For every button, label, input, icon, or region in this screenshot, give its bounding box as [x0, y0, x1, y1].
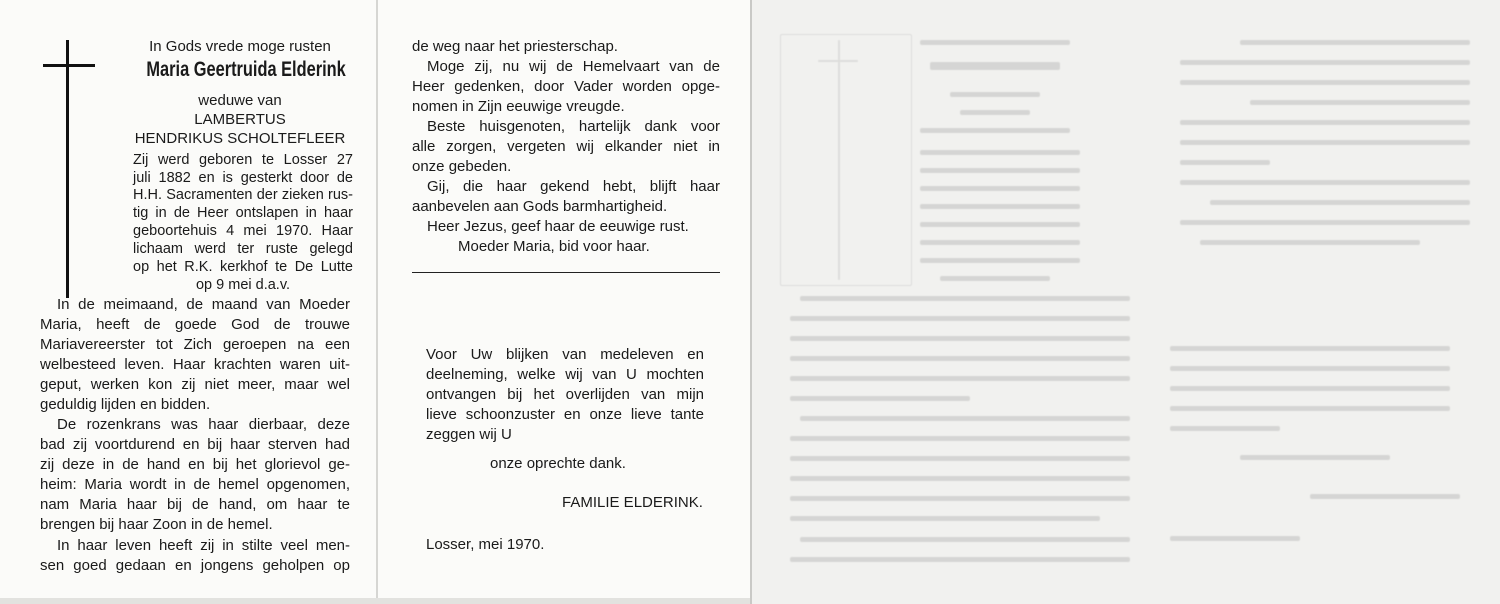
husband-first-names: LAMBERTUS: [194, 111, 286, 128]
prayer-line: onze gebeden.: [412, 158, 512, 175]
story-line: Maria, heeft de goede God de trouwe: [40, 316, 350, 333]
story-line: sen goed gedaan en jongens geholpen op: [40, 557, 350, 574]
story-line: Mariavereerster tot Zich geroepen na een: [40, 336, 350, 353]
story-line: bad zij voortdurend en bij haar sterven had: [40, 436, 350, 453]
column-divider: [376, 0, 378, 604]
family-signature: FAMILIE ELDERINK.: [562, 494, 703, 511]
prayer-line: Beste huisgenoten, hartelijk dank voor: [427, 118, 720, 135]
thanks-line: lieve schoonzuster en onze lieve tante: [426, 406, 704, 423]
bio-line: tig in de Heer ontslapen in haar: [133, 205, 353, 221]
show-through-print: [760, 0, 1500, 604]
cross-icon: [66, 40, 69, 298]
story-line: geput, werken kon zij niet meer, maar wel: [40, 376, 350, 393]
deceased-name: Maria Geertruida Elderink: [146, 58, 346, 81]
story-line: brengen bij haar Zoon in de hemel.: [40, 516, 273, 533]
bio-line: Zij werd geboren te Losser 27: [133, 152, 353, 168]
thanks-line: deelneming, welke wij van U mochten: [426, 366, 704, 383]
story-line: welbesteed leven. Haar krachten waren uit-: [40, 356, 350, 373]
separator-line: [412, 272, 720, 273]
bio-line: op 9 mei d.a.v.: [195, 277, 291, 293]
bio-line: juli 1882 en is gesterkt door de: [133, 170, 353, 186]
deceased-name-wrap: [120, 58, 360, 82]
bio-line: op het R.K. kerkhof te De Lutte: [133, 259, 353, 275]
husband-name: HENDRIKUS SCHOLTEFLEER: [134, 130, 346, 147]
story-line: In haar leven heeft zij in stilte veel men-: [57, 537, 350, 554]
place-date: Losser, mei 1970.: [426, 536, 545, 553]
header-text: In Gods vrede moge rusten: [149, 38, 331, 55]
thanks-line: zeggen wij U: [426, 426, 512, 443]
prayer-line: de weg naar het priesterschap.: [412, 38, 618, 55]
story-line: zij deze in de hand en bij het glorievol ge-: [40, 456, 350, 473]
prayer-line: Moge zij, nu wij de Hemelvaart van de: [427, 58, 720, 75]
prayer-line: Heer Jezus, geef haar de eeuwige rust.: [427, 218, 689, 235]
thanks-closing: onze oprechte dank.: [490, 455, 626, 472]
cross-icon-bar: [43, 64, 95, 67]
prayer-line: Moeder Maria, bid voor haar.: [458, 238, 650, 255]
prayer-line: Heer gedenken, door Vader worden opge-: [412, 78, 720, 95]
thanks-line: Voor Uw blijken van medeleven en: [426, 346, 704, 363]
story-line: heim: Maria wordt in de hemel opgenomen,: [40, 476, 350, 493]
story-line: De rozenkrans was haar dierbaar, deze: [57, 416, 350, 433]
bio-line: lichaam werd ter ruste gelegd: [133, 241, 353, 257]
prayer-line: nomen in Zijn eeuwige vreugde.: [412, 98, 625, 115]
prayer-line: alle zorgen, vergeten wij elkander niet in: [412, 138, 720, 155]
widow-text: weduwe van: [198, 92, 282, 109]
bio-line: H.H. Sacramenten der zieken rus-: [133, 187, 353, 203]
story-line: nam Maria haar bij de hand, om haar te: [40, 496, 350, 513]
story-line: In de meimaand, de maand van Moeder: [57, 296, 350, 313]
prayer-line: aanbevelen aan Gods barmhartigheid.: [412, 198, 668, 215]
bio-line: geboortehuis 4 mei 1970. Haar: [133, 223, 353, 239]
thanks-line: ontvangen bij het overlijden van mijn: [426, 386, 704, 403]
story-line: geduldig lijden en bidden.: [40, 396, 211, 413]
paper-edge: [0, 598, 750, 604]
prayer-line: Gij, die haar gekend hebt, blijft haar: [427, 178, 720, 195]
